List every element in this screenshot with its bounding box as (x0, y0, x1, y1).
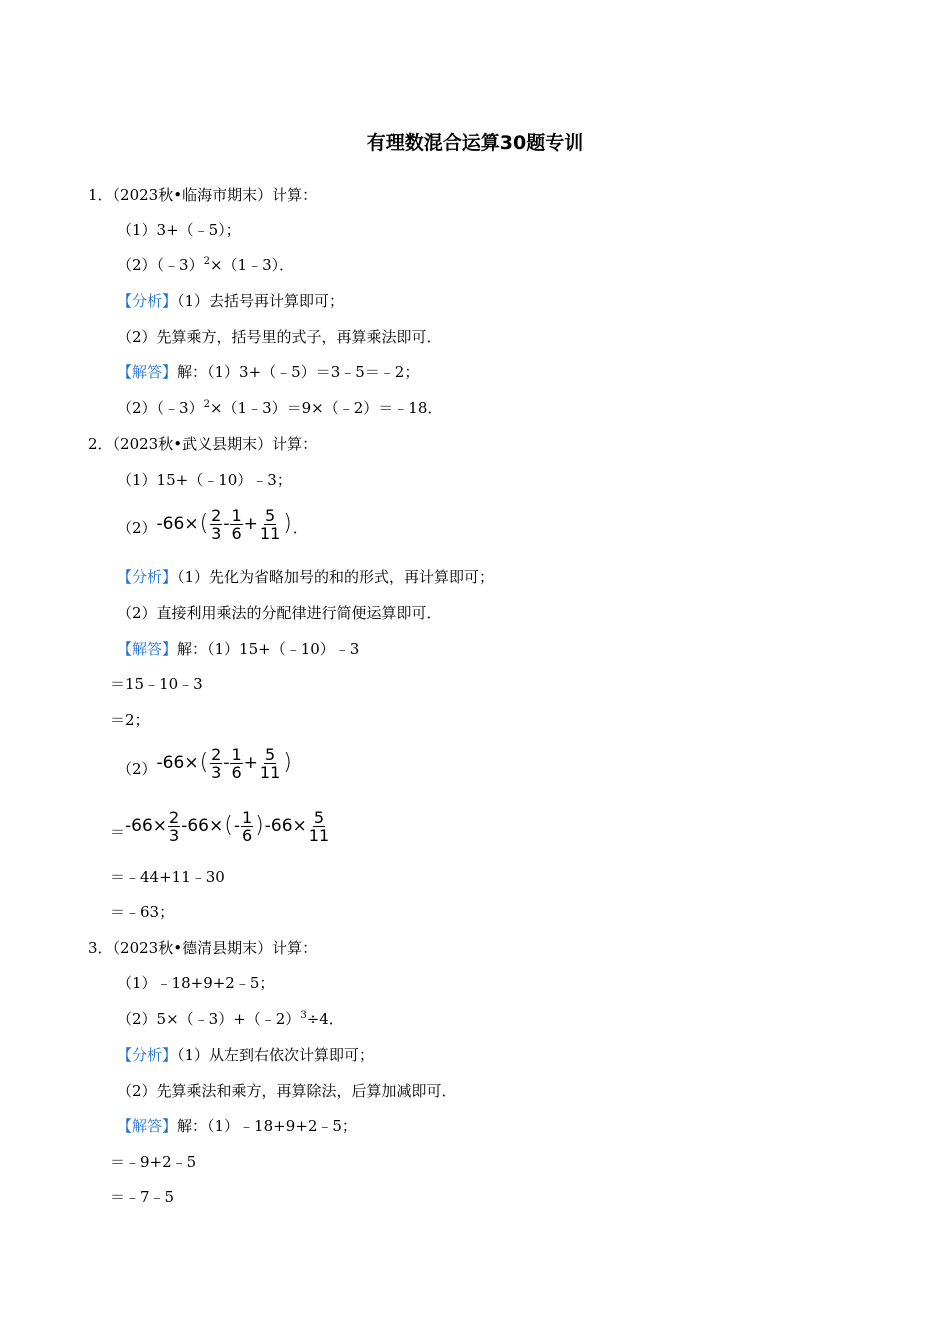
q2-text-post: ÷4． (306, 1010, 344, 1028)
analysis-tag: 【分析】 (117, 568, 178, 586)
analysis-text: （1）从左到右依次计算即可； (177, 1046, 375, 1064)
denominator: 3 (211, 523, 222, 543)
problem-3-analysis-2: （2）先算乘法和乘方，再算除法，后算加减即可． (117, 1082, 457, 1100)
fraction (259, 507, 281, 542)
term: -66× (264, 816, 307, 836)
analysis-tag: 【分析】 (117, 292, 178, 310)
paren-open: ( (199, 511, 209, 536)
denominator: 3 (169, 825, 180, 845)
numerator: 2 (211, 505, 222, 525)
analysis-text: （1）先化为省略加号的和的形式，再计算即可； (177, 568, 495, 586)
answer-tag: 【解答】 (117, 363, 178, 381)
denominator: 3 (211, 762, 222, 782)
problem-2-step-6: ＝﹣63； (110, 903, 175, 921)
problem-1-question-1: （1）3+（﹣5）； (117, 221, 241, 239)
denominator: 6 (231, 762, 242, 782)
q2-text-post: ×（1﹣3）． (209, 256, 295, 274)
fraction (210, 507, 222, 542)
numerator: 5 (313, 807, 325, 827)
problem-3-question-2 (117, 1009, 344, 1029)
operator: - (223, 514, 230, 534)
problem-3-step-2: ＝﹣7﹣5 (110, 1188, 175, 1206)
math-expression (157, 745, 293, 781)
term: -66× (181, 816, 224, 836)
problem-2-question-1: （1）15+（﹣10）﹣3； (117, 471, 292, 489)
fraction (168, 809, 180, 844)
numerator: 1 (231, 505, 242, 525)
answer-text: 解：（1）﹣18+9+2﹣5； (177, 1117, 357, 1135)
numerator: 1 (231, 744, 242, 764)
q2-label: （2） (117, 519, 157, 537)
problem-2-step-5: ＝﹣44+11﹣30 (110, 868, 225, 886)
problem-2-question-2 (117, 506, 308, 550)
answer2-pre: （2）（﹣3） (117, 399, 204, 417)
fraction (230, 507, 242, 542)
fraction (241, 809, 253, 844)
step3-label: （2） (117, 760, 157, 778)
exponent: 3 (300, 1010, 307, 1021)
fraction (230, 746, 242, 781)
operator: - (233, 816, 240, 836)
problem-3-step-1: ＝﹣9+2﹣5 (110, 1153, 197, 1171)
answer-tag: 【解答】 (117, 640, 178, 658)
exponent: 2 (203, 256, 210, 267)
expr-lead: -66× (156, 514, 199, 534)
answer-text: 解：（1）15+（﹣10）﹣3 (177, 640, 360, 658)
paren-open: ( (224, 813, 233, 838)
math-expression (157, 506, 293, 542)
paren-close: ) (283, 750, 292, 775)
period: ． (292, 519, 308, 537)
problem-2-header: 2．（2023秋•武义县期末）计算： (88, 435, 318, 453)
problem-2-step-3 (117, 745, 293, 787)
denominator: 6 (241, 825, 253, 845)
problem-2-analysis-1 (117, 567, 494, 587)
denominator: 11 (259, 523, 281, 543)
problem-1-header: 1．（2023秋•临海市期末）计算： (88, 186, 318, 204)
paren-close: ) (283, 511, 292, 536)
exponent: 2 (203, 399, 210, 410)
problem-2-step-2: ＝2； (110, 711, 150, 729)
problem-2-step-4 (110, 808, 331, 850)
operator: - (223, 753, 230, 773)
problem-1-analysis-2: （2）先算乘方，括号里的式子，再算乘法即可． (117, 328, 442, 346)
fraction (308, 809, 330, 844)
problem-3-header: 3．（2023秋•德清县期末）计算： (88, 939, 318, 957)
problem-3-analysis-1 (117, 1045, 374, 1065)
problem-2-analysis-2: （2）直接利用乘法的分配律进行简便运算即可． (117, 604, 442, 622)
equals-sign: ＝ (110, 823, 126, 841)
numerator: 5 (265, 505, 276, 525)
term: -66× (125, 816, 168, 836)
numerator: 5 (265, 744, 276, 764)
answer-text: 解：（1）3+（﹣5）＝3﹣5＝﹣2； (177, 363, 420, 381)
paren-open: ( (199, 750, 209, 775)
q2-text-pre: （2）（﹣3） (117, 256, 204, 274)
problem-1-question-2 (117, 255, 294, 275)
denominator: 11 (308, 825, 330, 845)
operator: + (243, 753, 258, 773)
numerator: 2 (169, 807, 180, 827)
numerator: 1 (241, 807, 253, 827)
math-expression (125, 808, 331, 844)
problem-1-analysis-1 (117, 291, 344, 311)
denominator: 11 (259, 762, 281, 782)
problem-2-step-1: ＝15﹣10﹣3 (110, 675, 203, 693)
problem-1-answer-2 (117, 398, 442, 418)
paren-close: ) (255, 813, 264, 838)
answer-tag: 【解答】 (117, 1117, 178, 1135)
fraction (259, 746, 281, 781)
q2-text-pre: （2）5×（﹣3）+（﹣2） (117, 1010, 301, 1028)
expr-lead: -66× (156, 753, 199, 773)
answer2-post: ×（1﹣3）＝9×（﹣2）＝﹣18． (209, 399, 443, 417)
problem-2-answer-1 (117, 639, 359, 659)
problem-1-answer-1 (117, 362, 419, 382)
fraction (210, 746, 222, 781)
analysis-text: （1）去括号再计算即可； (177, 292, 345, 310)
problem-3-answer-1 (117, 1116, 357, 1136)
numerator: 2 (211, 744, 222, 764)
operator: + (243, 514, 258, 534)
problem-3-question-1: （1）﹣18+9+2﹣5； (117, 974, 275, 992)
page-title: 有理数混合运算30题专训 (366, 132, 584, 154)
analysis-tag: 【分析】 (117, 1046, 178, 1064)
denominator: 6 (231, 523, 242, 543)
